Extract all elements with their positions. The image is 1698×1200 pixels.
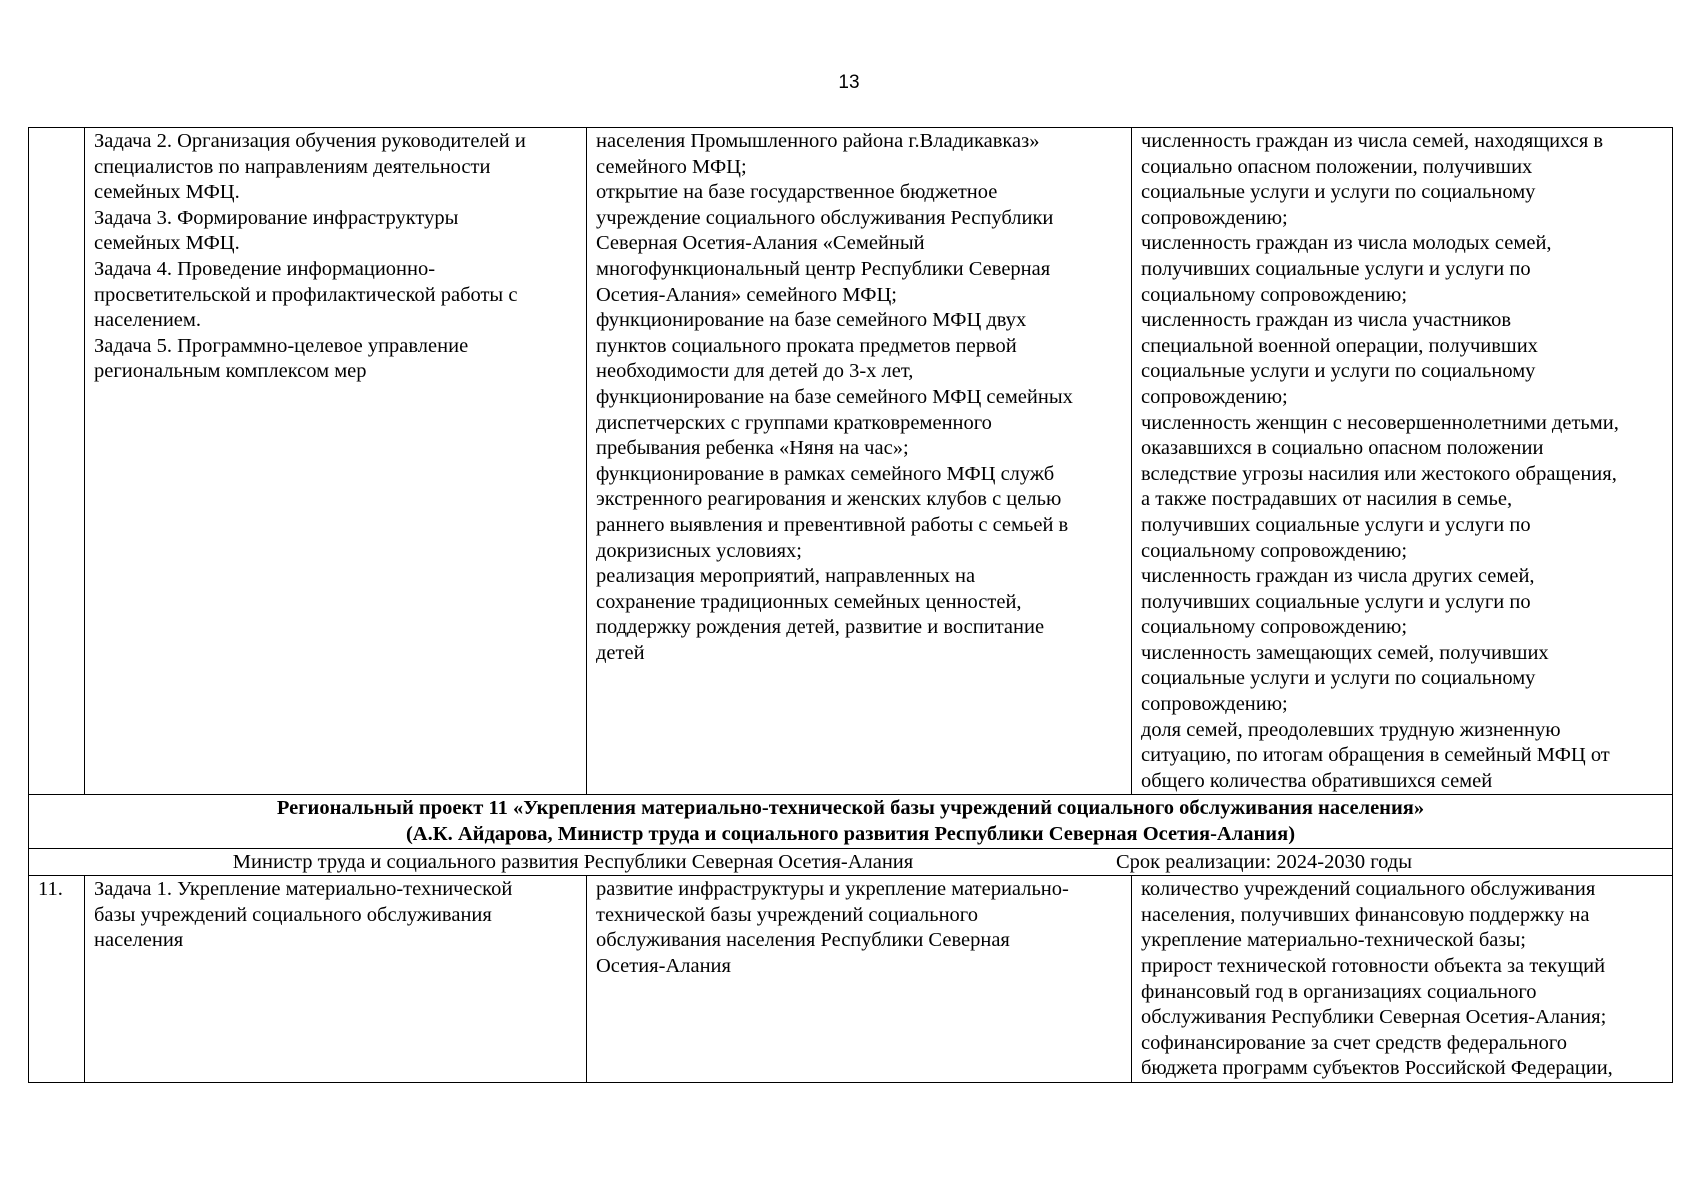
text-line: поддержку рождения детей, развитие и воспитание bbox=[596, 616, 1045, 639]
text-line: социальные услуги и услуги по социальному bbox=[1141, 360, 1536, 383]
text-line: количество учреждений социального обслуживания bbox=[1141, 878, 1596, 901]
text-line: Задача 3. Формирование инфраструктуры bbox=[94, 206, 459, 229]
activities-text bbox=[596, 877, 1122, 979]
text-line: оказавшихся в социально опасном положении bbox=[1141, 437, 1544, 460]
text-line: получивших социальные услуги и услуги по bbox=[1141, 590, 1531, 613]
text-line: диспетчерских с группами кратковременного bbox=[596, 411, 992, 434]
text-line: Задача 5. Программно-целевое управление bbox=[94, 334, 469, 357]
table-row-11 bbox=[29, 876, 1673, 1083]
text-line: общего количества обратившихся семей bbox=[1141, 769, 1493, 792]
text-line: докризисных условиях; bbox=[596, 539, 803, 562]
text-line: необходимости для детей до 3-х лет, bbox=[596, 360, 914, 383]
text-line: Задача 2. Организация обучения руководителей и bbox=[94, 130, 526, 152]
text-line: технической базы учреждений социального bbox=[596, 903, 978, 926]
text-line: обслуживания населения Республики Северная bbox=[596, 929, 1010, 952]
text-line: численность граждан из числа участников bbox=[1141, 309, 1512, 332]
tasks-cell bbox=[85, 876, 587, 1083]
text-line: сопровождению; bbox=[1141, 385, 1288, 408]
text-line: социальному сопровождению; bbox=[1141, 283, 1408, 306]
project-title-cell bbox=[29, 795, 1673, 848]
text-line: численность граждан из числа молодых семей, bbox=[1141, 232, 1552, 255]
tasks-cell bbox=[85, 128, 587, 795]
text-line: просветительской и профилактической работы с bbox=[94, 283, 518, 306]
program-table bbox=[28, 127, 1673, 1083]
text-line: раннего выявления и превентивной работы с семьей в bbox=[596, 513, 1069, 536]
text-line: доля семей, преодолевших трудную жизненную bbox=[1141, 718, 1561, 741]
text-line: специалистов по направлениям деятельности bbox=[94, 155, 491, 178]
text-line: социально опасном положении, получивших bbox=[1141, 155, 1533, 178]
text-line: численность граждан из числа семей, находящихся в bbox=[1141, 130, 1604, 152]
text-line: семейных МФЦ. bbox=[94, 181, 240, 204]
text-line: населения bbox=[94, 929, 184, 952]
text-line: реализация мероприятий, направленных на bbox=[596, 565, 976, 588]
text-line: сопровождению; bbox=[1141, 206, 1288, 229]
text-line: функционирование на базе семейного МФЦ двух bbox=[596, 309, 1027, 332]
text-line: получивших социальные услуги и услуги по bbox=[1141, 513, 1531, 536]
project-title-row bbox=[29, 795, 1673, 848]
text-line: экстренного реагирования и женских клубов с целью bbox=[596, 488, 1062, 511]
project-title: Региональный проект 11 «Укрепления материально-технической базы учреждений социального обслуживания населения» bbox=[276, 797, 1425, 820]
text-line: Осетия-Алания» семейного МФЦ; bbox=[596, 283, 897, 306]
term-label: Срок реализации: 2024-2030 годы bbox=[1116, 850, 1412, 873]
text-line: Задача 4. Проведение информационно- bbox=[94, 257, 436, 280]
text-line: региональным комплексом мер bbox=[94, 360, 367, 383]
text-line: социальные услуги и услуги по социальному bbox=[1141, 667, 1536, 690]
text-line: бюджета программ субъектов Российской Федерации, bbox=[1141, 1057, 1613, 1080]
text-line: прирост технической готовности объекта за текущий bbox=[1141, 955, 1606, 977]
project-meta-cell bbox=[29, 848, 1673, 876]
text-line: населением. bbox=[94, 309, 201, 332]
text-line: социальные услуги и услуги по социальному bbox=[1141, 181, 1536, 204]
text-line: а также пострадавших от насилия в семье, bbox=[1141, 488, 1513, 511]
text-line: функционирование на базе семейного МФЦ семейных bbox=[596, 385, 1073, 408]
text-line: базы учреждений социального обслуживания bbox=[94, 903, 492, 926]
row-number-cell: 11. bbox=[29, 876, 85, 1083]
text-line: пребывания ребенка «Няня на час»; bbox=[596, 437, 909, 460]
text-line: многофункциональный центр Республики Северная bbox=[596, 257, 1051, 280]
indicators-cell bbox=[1132, 128, 1673, 795]
text-line: Осетия-Алания bbox=[596, 955, 731, 977]
text-line: семейного МФЦ; bbox=[596, 155, 747, 178]
text-line: сохранение традиционных семейных ценностей, bbox=[596, 590, 1022, 613]
text-line: социальному сопровождению; bbox=[1141, 616, 1408, 639]
text-line: сопровождению; bbox=[1141, 693, 1288, 716]
tasks-text bbox=[94, 877, 577, 954]
text-line: Задача 1. Укрепление материально-технической bbox=[94, 878, 513, 901]
text-line: обслуживания Республики Северная Осетия-Алания; bbox=[1141, 1006, 1607, 1029]
row-number-cell bbox=[29, 128, 85, 795]
activities-cell bbox=[587, 128, 1132, 795]
text-line: ситуацию, по итогам обращения в семейный МФЦ от bbox=[1141, 744, 1610, 767]
text-line: вследствие угрозы насилия или жестокого обращения, bbox=[1141, 462, 1617, 485]
text-line: специальной военной операции, получивших bbox=[1141, 334, 1538, 357]
text-line: укрепление материально-технической базы; bbox=[1141, 929, 1526, 952]
text-line: социальному сопровождению; bbox=[1141, 539, 1408, 562]
text-line: Северная Осетия-Алания «Семейный bbox=[596, 232, 925, 255]
text-line: численность женщин с несовершеннолетними детьми, bbox=[1141, 411, 1619, 434]
text-line: численность замещающих семей, получивших bbox=[1141, 641, 1549, 664]
text-line: учреждение социального обслуживания Республики bbox=[596, 206, 1054, 229]
tasks-text bbox=[94, 129, 577, 385]
project-responsible-person: (А.К. Айдарова, Министр труда и социального развития Республики Северная Осетия-Алания) bbox=[405, 823, 1296, 846]
text-line: населения, получивших финансовую поддержку на bbox=[1141, 903, 1590, 926]
text-line: пунктов социального проката предметов первой bbox=[596, 334, 1017, 357]
responsible-label: Министр труда и социального развития Республики Северная Осетия-Алания bbox=[232, 850, 914, 873]
text-line: семейных МФЦ. bbox=[94, 232, 240, 255]
text-line: развитие инфраструктуры и укрепление материально- bbox=[596, 878, 1069, 901]
text-line: получивших социальные услуги и услуги по bbox=[1141, 257, 1531, 280]
table-row-continued bbox=[29, 128, 1673, 795]
text-line: финансовый год в организациях социального bbox=[1141, 980, 1537, 1003]
project-meta-row bbox=[29, 848, 1673, 876]
text-line: софинансирование за счет средств федерального bbox=[1141, 1031, 1567, 1054]
activities-cell bbox=[587, 876, 1132, 1083]
text-line: функционирование в рамках семейного МФЦ служб bbox=[596, 462, 1055, 485]
indicators-cell bbox=[1132, 876, 1673, 1083]
text-line: детей bbox=[596, 641, 645, 664]
indicators-text bbox=[1141, 877, 1663, 1082]
text-line: открытие на базе государственное бюджетное bbox=[596, 181, 998, 204]
activities-text bbox=[596, 129, 1122, 666]
text-line: численность граждан из числа других семей, bbox=[1141, 565, 1535, 588]
indicators-text bbox=[1141, 129, 1663, 794]
text-line: населения Промышленного района г.Владикавказ» bbox=[596, 130, 1040, 152]
page-number: 13 bbox=[838, 72, 860, 93]
